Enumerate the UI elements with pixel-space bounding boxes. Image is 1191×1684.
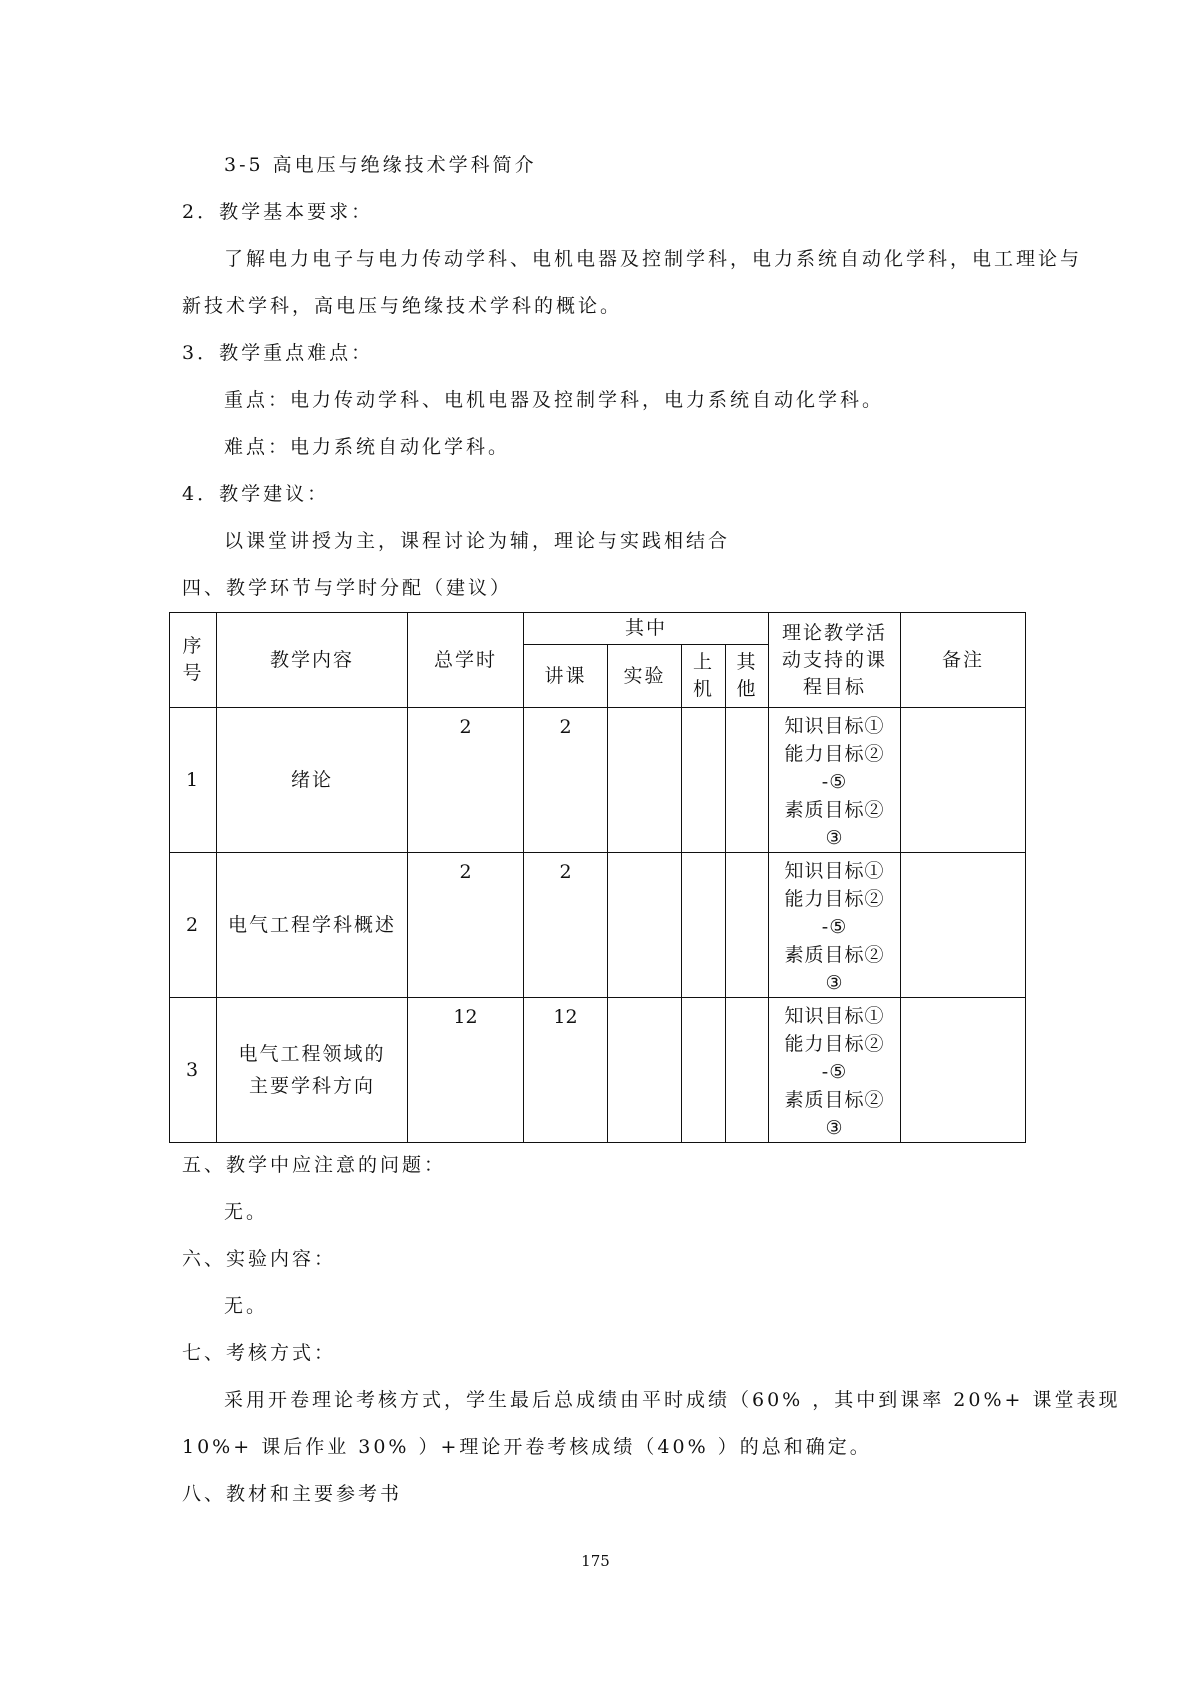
- table-row: [170, 998, 1026, 1143]
- header-lab: 实验: [608, 645, 682, 708]
- header-content: 教学内容: [217, 613, 408, 708]
- key-points-heading: 3．教学重点难点：: [182, 342, 374, 364]
- section-7-text-line-1: 采用开卷理论考核方式，学生最后总成绩由平时成绩（60% ，其中到课率 20%+ 课堂表现: [224, 1389, 1121, 1411]
- header-computer: 上 机: [682, 645, 726, 708]
- cell-remark: [901, 853, 1026, 998]
- page-number: 175: [581, 1552, 610, 1570]
- suggestion-heading: 4．教学建议：: [182, 483, 330, 505]
- key-point-text: 重点：电力传动学科、电机电器及控制学科，电力系统自动化学科。: [224, 389, 885, 411]
- cell-seq: 1: [170, 708, 217, 853]
- cell-total-hours: 12: [408, 998, 524, 1143]
- cell-computer: [682, 998, 726, 1143]
- cell-total-hours: 2: [408, 853, 524, 998]
- cell-content: 电气工程领域的主要学科方向: [217, 998, 408, 1143]
- requirements-heading: 2．教学基本要求：: [182, 201, 374, 223]
- cell-seq: 2: [170, 853, 217, 998]
- cell-other: [726, 853, 769, 998]
- cell-computer: [682, 853, 726, 998]
- difficulty-text: 难点：电力系统自动化学科。: [224, 436, 511, 458]
- cell-other: [726, 708, 769, 853]
- cell-lecture: 2: [524, 853, 608, 998]
- section-7-heading: 七、考核方式：: [182, 1342, 337, 1364]
- subsection-3-5: 3-5 高电压与绝缘技术学科简介: [224, 154, 537, 176]
- requirements-text-line-1: 了解电力电子与电力传动学科、电机电器及控制学科，电力系统自动化学科，电工理论与: [224, 248, 1083, 270]
- section-8-heading: 八、教材和主要参考书: [182, 1483, 403, 1505]
- cell-remark: [901, 708, 1026, 853]
- cell-seq: 3: [170, 998, 217, 1143]
- section-5-text: 无。: [224, 1201, 269, 1223]
- cell-content: 电气工程学科概述: [217, 853, 408, 998]
- cell-course-goal: 知识目标① 能力目标② -⑤ 素质目标② ③: [769, 708, 901, 853]
- table-row: [170, 853, 1026, 998]
- cell-remark: [901, 998, 1026, 1143]
- cell-lecture: 2: [524, 708, 608, 853]
- section-5-heading: 五、教学中应注意的问题：: [182, 1154, 447, 1176]
- header-among: 其中: [524, 613, 769, 645]
- header-course-goal: 理论教学活 动支持的课 程目标: [769, 613, 901, 708]
- cell-lecture: 12: [524, 998, 608, 1143]
- header-total-hours: 总学时: [408, 613, 524, 708]
- cell-lab: [608, 998, 682, 1143]
- cell-total-hours: 2: [408, 708, 524, 853]
- header-other: 其 他: [726, 645, 769, 708]
- cell-lab: [608, 853, 682, 998]
- cell-other: [726, 998, 769, 1143]
- requirements-text-line-2: 新技术学科，高电压与绝缘技术学科的概论。: [182, 295, 623, 317]
- cell-computer: [682, 708, 726, 853]
- cell-lab: [608, 708, 682, 853]
- header-remark: 备注: [901, 613, 1026, 708]
- suggestion-text: 以课堂讲授为主，课程讨论为辅，理论与实践相结合: [224, 530, 731, 552]
- section-6-heading: 六、实验内容：: [182, 1248, 337, 1270]
- section-7-text-line-2: 10%+ 课后作业 30% ）+理论开卷考核成绩（40% ）的总和确定。: [182, 1436, 872, 1458]
- section-6-text: 无。: [224, 1295, 269, 1317]
- cell-course-goal: 知识目标① 能力目标② -⑤ 素质目标② ③: [769, 853, 901, 998]
- cell-course-goal: 知识目标① 能力目标② -⑤ 素质目标② ③: [769, 998, 901, 1143]
- section-4-heading: 四、教学环节与学时分配（建议）: [182, 577, 513, 599]
- header-lecture: 讲课: [524, 645, 608, 708]
- table-row: [170, 708, 1026, 853]
- cell-content: 绪论: [217, 708, 408, 853]
- hours-allocation-table: [169, 612, 1026, 1143]
- header-seq: 序 号: [170, 613, 217, 708]
